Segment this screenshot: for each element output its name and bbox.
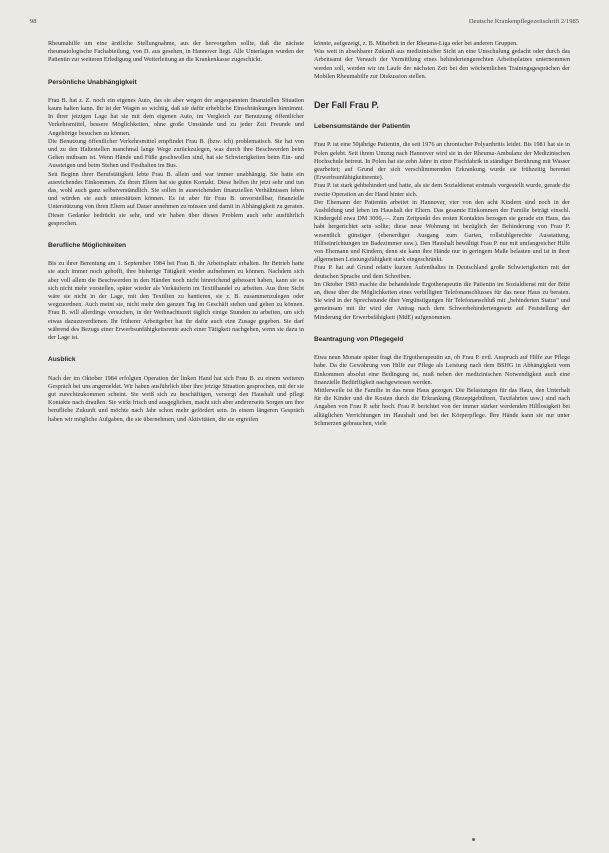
paragraph: Bis zu ihrer Berentung am 1. September 1984 bei Frau B. ihr Arbeitsplatz erhalten. Ihr Betrieb hatte sie auch immer noch gehofft, ihre bisherige Tätigkeit wieder aufnehmen zu können. Nachdem sich aber voll allem die Beschwerden in den Händen noch nicht hinreichend gebessert haben, kann sie es sich nicht mehr vorstellen, später wieder als Verkäuferin im Textilhandel zu arbeiten. Aus ihrer Sicht wäre sie nicht in der Lage, mit den Textilien zu hantieren, sie z. B. zusammenzulegen oder wegzuordnen. Auch meint sie, nicht mehr den ganzen Tag im Geschäft stehen und gehen zu können. Frau B. will allerdings versuchen, in der Weihnachtszeit täglich einige Stunden zu arbeiten, um sich etwas dazuzuverdienen. Ihr früherer Arbeitgeber hat ihr dafür auch eine Zusage gegeben. Sie darf während des Bezugs einer Erwerbsunfähigkeitsrente auch einer Tätigkeit nachgehen, wenn sie dazu in der Lage ist.: [48, 260, 304, 342]
section-heading: Ausblick: [48, 356, 76, 364]
article-title: Der Fall Frau P.: [314, 100, 379, 111]
paragraph: Frau P. ist eine 50jährige Patientin, die seit 1976 an chronischer Polyarthritis leidet. Bis 1981 hat sie in Polen gelebt. Seit ihrem Umzug nach Hannover wird sie in der Rheuma-Ambulanz der Medizinischen Hochschule betreut. In Polen hat sie zehn Jahre in einer Fischfabrik in ständiger Berührung mit Wasser gearbeitet; auf Grund der sich verschlimmernden Erkrankung wurde sie frühzeitig berentet (Erwerbsunfähigkeitsrente).: [314, 141, 570, 182]
page-mark: [472, 838, 475, 841]
section-heading: Beantragung von Pflegegeld: [314, 335, 404, 343]
paragraph: Mittlerweile ist die Familie in das neue Haus gezogen. Die Belastungen für das Haus, den Unterhalt für die Kinder und die Kosten durch die Erkrankung (Rezeptgebühren, Taxifahrten usw.) sind nach Angaben von Frau P. sehr hoch. Frau P. berichtet von der immer stärker werdenden Hilflosigkeit bei alltäglichen Verrichtungen im Haushalt und bei der Körperpflege. Ihre Hände kann sie nur unter Schmerzen gebrauchen, viele: [314, 386, 570, 427]
section-heading: Berufliche Möglichkeiten: [48, 242, 127, 250]
section-heading: Lebensumstände der Patientin: [314, 123, 410, 131]
paragraph: Die Benutzung öffentlicher Verkehrsmittel empfindet Frau B. (bzw. ich) problematisch. Sie hat von und zu den Haltestellen manchmal lange Wege zurückzulegen, was durch ihre Beschwerden beim Gehen mühsam ist. Wenn Hände und Füße geschwollen sind, hat sie Schwierigkeiten beim Ein- und Aussteigen und beim Stehen und Festhalten im Bus.: [48, 137, 304, 170]
paragraph: Frau P. hat auf Grund relativ kurzen Aufenthaltes in Deutschland große Schwierigkeiten mit der deutschen Sprache und dem Schreiben.: [314, 264, 570, 280]
right-column: [314, 40, 570, 428]
paragraph: Rheumahilfe um eine ärztliche Stellungnahme, aus der hervorgehen sollte, daß die nächste rheumatologische Fachabteilung, von D. aus gesehen, in Hannover liegt. Alle Unterlagen wurden der Patientin zur weiteren Erledigung und Weiterleitung an die Krankenkasse zugeschickt.: [48, 40, 304, 64]
paragraph: Im Oktober 1983 machte die behandelnde Ergotherapeutin die Patientin im Sozialdienst mit der Bitte an, diese über die Möglichkeiten eines verbilligten Telefonanschlusses für das neue Haus zu beraten. Sie wird in der Sprechstunde über Vergünstigungen für Telefonanschluß mit „behinderten Status" und gemeinsam mit ihr wird der Antrag nach dem Schwerbehindertengesetz auf Feststellung der Minderung der Erwerbsfähigkeit (MdE) aufgenommen.: [314, 280, 570, 321]
section-heading: Persönliche Unabhängigkeit: [48, 78, 137, 86]
journal-title: Deutsche Krankenpflegezeitschrift 2/1985: [468, 18, 579, 25]
page-number: 98: [30, 18, 37, 25]
paragraph: Nach der im Oktober 1984 erfolgten Operation der linken Hand hat sich Frau B. zu einem weiteren Gespräch bei uns angemeldet. Wir haben ausführlich über ihre jetzige Situation gesprochen, mit der sie gut zurechtzukommen scheint. Sie weiß sich zu beschäftigen, versorgt den Haushalt und pflegt Kontakte nach draußen. Sie wirkt frisch und ausgeglichen, macht sich aber andererseits Sorgen um ihre berufliche Zukunft und möchte nach Jahr schon mehr gefördert sein. In einem längeren Gespräch haben wir mögliche Aufgaben, die sie übernehmen, und Aktivitäten, die sie ergreifen: [48, 374, 304, 423]
paragraph: Frau P. ist stark gehbehindert und hatte, als sie dem Sozialdienst erstmals vorgestellt wurde, gerade die zweite Operation an der Hand hinter sich.: [314, 182, 570, 198]
page-header: [30, 18, 579, 32]
paragraph: könnte, aufgezeigt, z. B. Mitarbeit in der Rheuma-Liga oder bei anderen Gruppen.: [314, 40, 518, 47]
paragraph: Etwa neun Monate später fragt die Ergotherapeutin an, ob Frau P. evtl. Anspruch auf Hilfe zur Pflege habe. Da die Gewährung von Hilfe zur Pflege als Leistung nach dem BSHG in Abhängigkeit vom Einkommen absolut eine Bedingung ist, muß neben der medizinischen Notwendigkeit auch eine finanzielle Bedürftigkeit nachgewiesen werden.: [314, 354, 570, 386]
left-column: [48, 40, 304, 424]
paragraph: Frau B. hat z. Z. noch ein eigenes Auto, das sie aber wegen der angespannten finanziellen Situation kaum halten kann. Ihr ist der Wagen so wichtig, daß sie dafür erhebliche Einschränkungen hinnimmt. In ihrer jetzigen Lage hat sie mit dem eigenen Auto, im Vergleich zur Benutzung öffentlicher Verkehrsmittel, bessere Möglichkeiten, ohne große Umstände und zu jeder Zeit Freunde und Angehörige besuchen zu können.: [48, 96, 304, 137]
paragraph: Seit Beginn ihrer Berufstätigkeit lebte Frau B. allein und war immer unabhängig. Sie hatte ein ausreichendes Einkommen. Zu ihren Eltern hat sie guten Kontakt. Diese helfen ihr jetzt sehr und tun das, wohl auch ganz selbstverständlich. Sie sollen in ausreichenden finanziellen Verhältnissen leben und würden sie auch unterstützen können. Es ist aber für Frau B. unvorstellbar, finanzielle Unterstützung von ihren Eltern auf Dauer annehmen zu müssen und damit in Abhängigkeit zu geraten. Dieser Gedanke bedrückt sie sehr, und wir haben über dieses Problem auch sehr ausführlich gesprochen.: [48, 170, 304, 227]
paragraph: Was weit in absehbarer Zukunft aus medizinischer Sicht an eine Umschulung gedacht oder durch das Arbeitsamt der Versuch der Vermittlung eines behindertengerechten Arbeitsplatzes unternommen werden soll, werden wir im Laufe der nächsten Zeit bei den wöchentlichen Trainingsgesprächen der Mobilen Rheumahilfe zur Diskussion stellen.: [314, 48, 570, 80]
paragraph: Der Ehemann der Patientin arbeitet in Hannover, vier von den acht Kindern sind noch in der Ausbildung und leben im Haushalt der Eltern. Das gesamte Einkommen der Familie beträgt einschl. Kindergeld etwa DM 3000,—. Zum Zeitpunkt des ersten Kontaktes bezogen sie gerade ein Haus, das habt hergerichtet sein sollte; diese neue Wohnung ist bezüglich der Behinderung von Frau P. wesentlich günstiger (ebenerdiger Ausgang zum Garten, rollstuhlgerechte Ausstattung, Hilfseinrichtungen im Badezimmer usw.). Den Haushalt bewältigt Frau P. nur mit umfangreicher Hilfe von Ehemann und Kindern, denn sie kann ihre Hände nur in geringem Maße belasten und ist in ihrer allgemeinen Leistungsfähigkeit stark eingeschränkt.: [314, 198, 570, 264]
